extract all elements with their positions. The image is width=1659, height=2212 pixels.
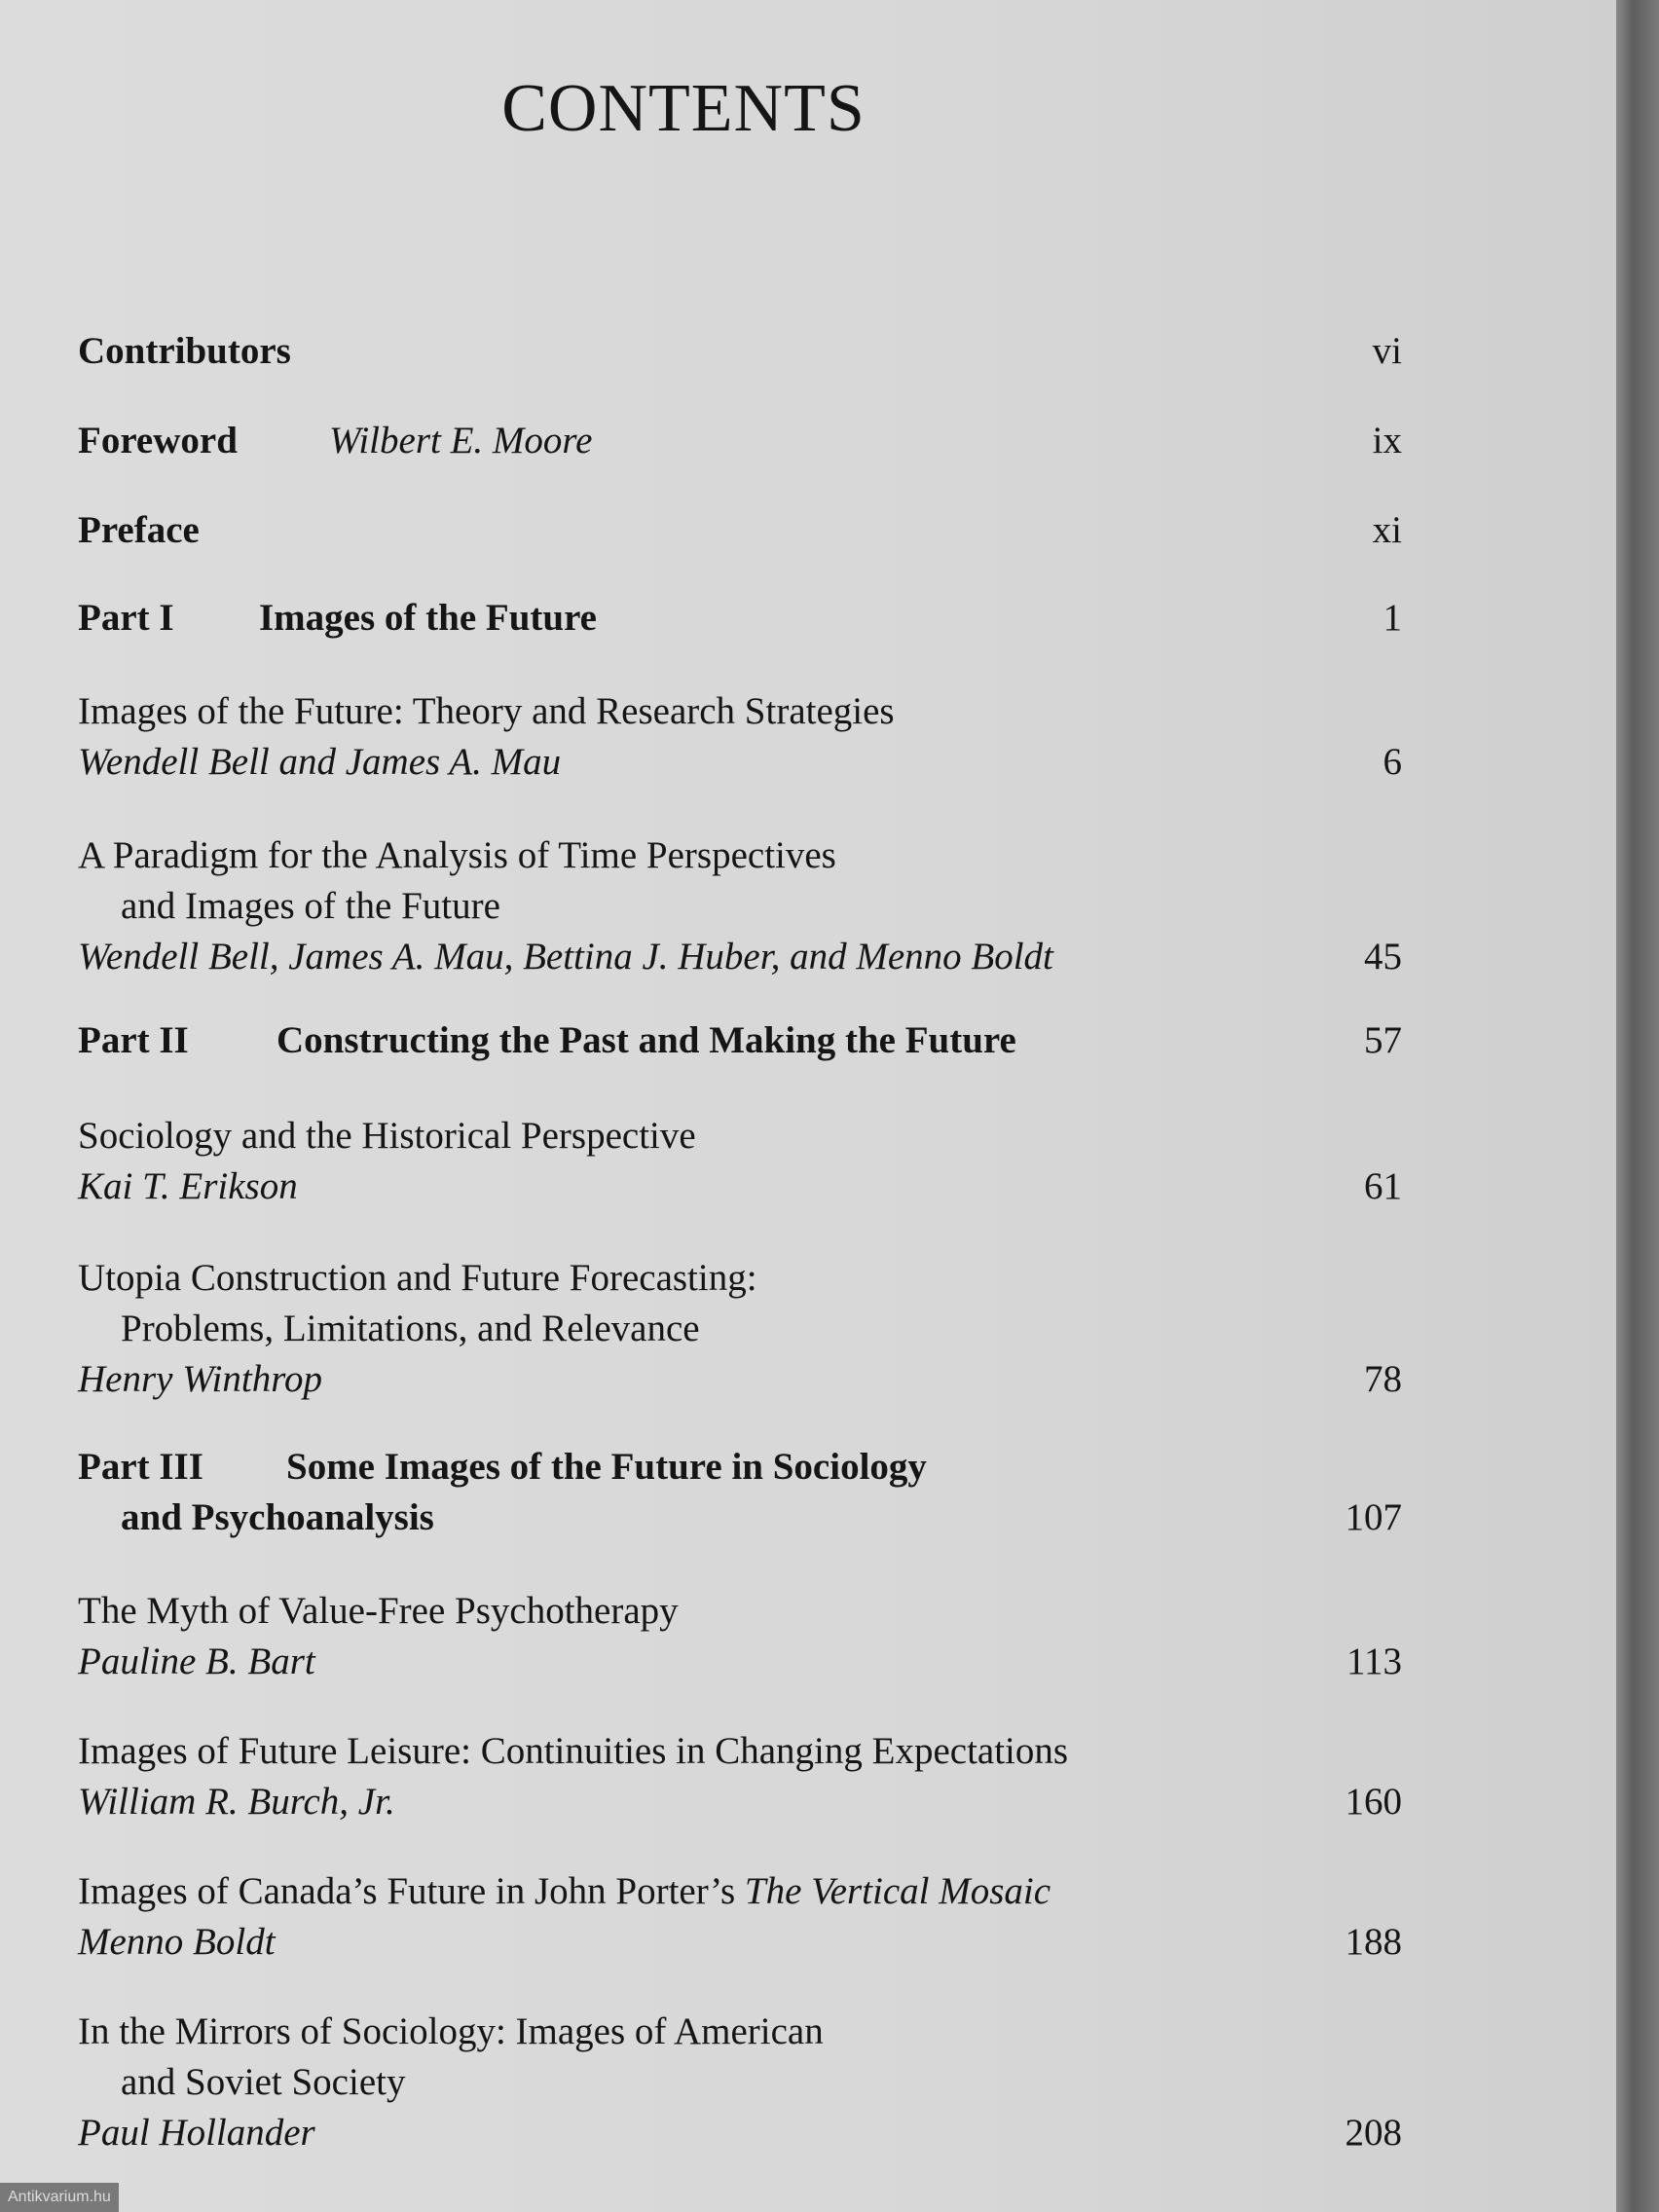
page-number: xi (1372, 509, 1402, 551)
toc-chapter (78, 1869, 1402, 1971)
entry-label: Preface (78, 509, 200, 551)
page-number: 1 (1382, 597, 1402, 639)
toc-part-1 (78, 596, 1402, 646)
part-title: Constructing the Past and Making the Future (276, 1019, 1016, 1061)
toc-entry-contributors (78, 329, 1402, 380)
entry-author: Wilbert E. Moore (329, 420, 593, 461)
chapter-title-continued: Problems, Limitations, and Relevance (121, 1308, 700, 1349)
toc-chapter (78, 833, 1402, 985)
part-label: Part II (78, 1019, 189, 1061)
toc-chapter (78, 2009, 1402, 2161)
chapter-author: Kai T. Erikson (78, 1165, 298, 1207)
chapter-title: Images of Canada’s Future in John Porter’s (78, 1870, 745, 1912)
toc-chapter (78, 1114, 1402, 1215)
chapter-author: Menno Boldt (78, 1921, 276, 1963)
chapter-author: Wendell Bell and James A. Mau (78, 741, 562, 783)
page-number: 6 (1382, 741, 1402, 783)
toc-chapter (78, 1589, 1402, 1690)
page-number: 107 (1345, 1496, 1402, 1538)
entry-label: Contributors (78, 330, 291, 372)
toc-part-3 (78, 1445, 1402, 1546)
chapter-author: Wendell Bell, James A. Mau, Bettina J. Huber, and Menno Boldt (78, 936, 1053, 977)
toc-entry-preface (78, 508, 1402, 559)
chapter-author: Pauline B. Bart (78, 1641, 315, 1682)
chapter-title: Images of Future Leisure: Continuities in Changing Expectations (78, 1730, 1069, 1772)
chapter-author: William R. Burch, Jr. (78, 1781, 395, 1823)
page-title: CONTENTS (501, 71, 866, 146)
toc-entry-foreword (78, 419, 1402, 469)
part-label: Part III (78, 1446, 203, 1488)
entry-label: Foreword (78, 420, 238, 461)
page-number: vi (1372, 330, 1402, 372)
part-title: Some Images of the Future in Sociology (286, 1446, 927, 1488)
page-number: 188 (1345, 1921, 1402, 1963)
page-number: 208 (1345, 2112, 1402, 2154)
chapter-author: Henry Winthrop (78, 1358, 322, 1400)
chapter-title: Sociology and the Historical Perspective (78, 1115, 696, 1157)
watermark: Antikvarium.hu (0, 2183, 119, 2212)
page-number: 113 (1346, 1641, 1402, 1682)
toc-chapter (78, 689, 1402, 791)
chapter-title: In the Mirrors of Sociology: Images of American (78, 2010, 824, 2052)
part-title: Images of the Future (259, 597, 597, 639)
page-number: ix (1372, 420, 1402, 461)
toc-part-2 (78, 1018, 1402, 1069)
chapter-title: The Myth of Value-Free Psychotherapy (78, 1590, 679, 1632)
page-edge-shadow (1616, 0, 1659, 2212)
page-number: 160 (1345, 1781, 1402, 1823)
part-label: Part I (78, 597, 174, 639)
chapter-title-continued: and Soviet Society (121, 2061, 406, 2103)
chapter-title: Utopia Construction and Future Forecasting: (78, 1257, 757, 1299)
chapter-author: Paul Hollander (78, 2112, 315, 2154)
page-number: 78 (1364, 1358, 1402, 1400)
chapter-title-continued: and Images of the Future (121, 885, 500, 927)
chapter-title: A Paradigm for the Analysis of Time Perspectives (78, 834, 836, 876)
chapter-title-book: The Vertical Mosaic (744, 1870, 1051, 1912)
toc-chapter (78, 1256, 1402, 1408)
toc-chapter (78, 1729, 1402, 1830)
page-number: 45 (1364, 936, 1402, 977)
part-title-continued: and Psychoanalysis (121, 1496, 434, 1538)
page-number: 61 (1364, 1165, 1402, 1207)
page-number: 57 (1364, 1019, 1402, 1061)
chapter-title: Images of the Future: Theory and Research Strategies (78, 690, 895, 732)
